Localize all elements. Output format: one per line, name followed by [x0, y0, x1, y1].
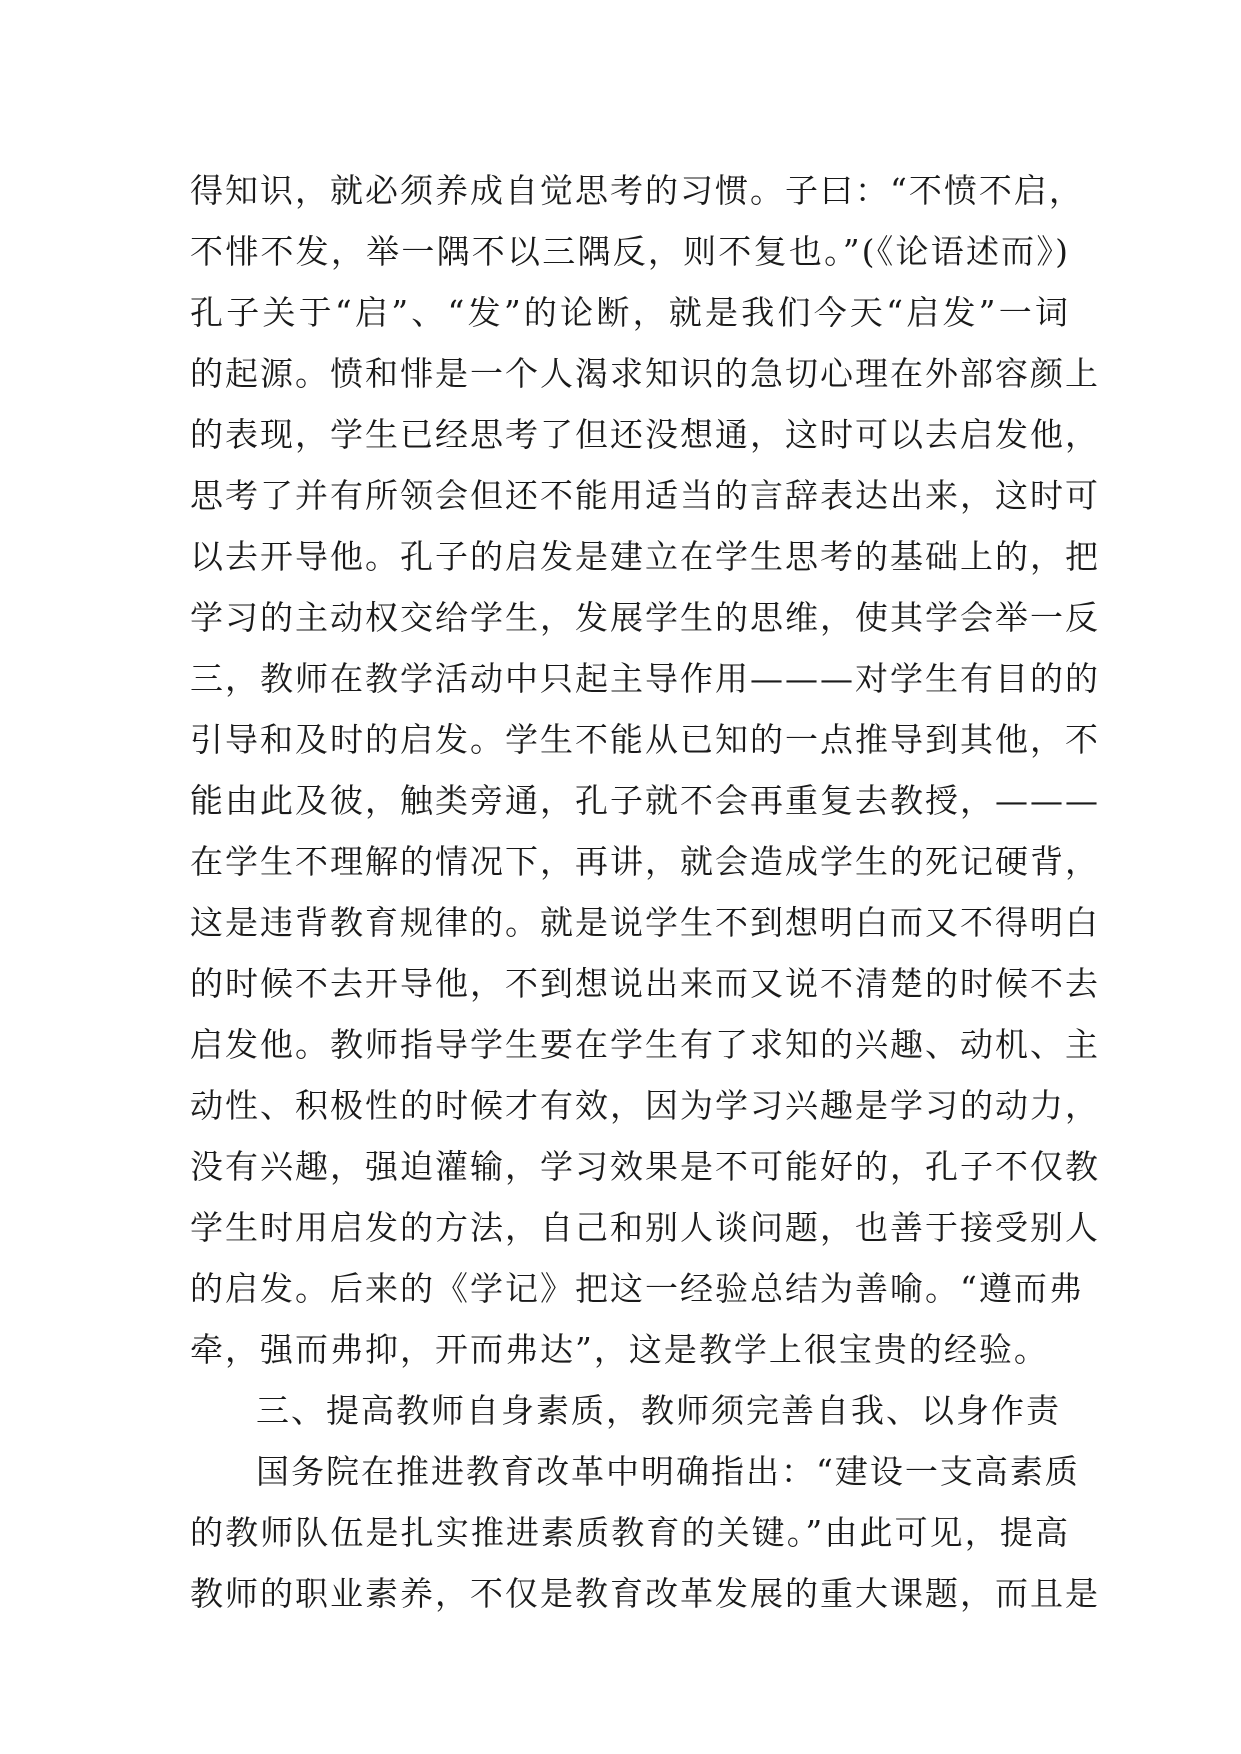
text-line: 启发他。教师指导学生要在学生有了求知的兴趣、动机、主 [190, 1025, 1100, 1064]
text-line: 没有兴趣，强迫灌输，学习效果是不可能好的，孔子不仅教 [190, 1147, 1100, 1186]
text-line: 在学生不理解的情况下，再讲，就会造成学生的死记硬背， [190, 842, 1100, 881]
text-line: 的时候不去开导他，不到想说出来而又说不清楚的时候不去 [190, 964, 1100, 1003]
text-line: 牵，强而弗抑，开而弗达”，这是教学上很宝贵的经验。 [190, 1330, 1049, 1369]
text-line: 得知识，就必须养成自觉思考的习惯。子曰：“不愤不启， [190, 171, 1084, 210]
text-line: 国务院在推进教育改革中明确指出：“建设一支高素质 [256, 1452, 1080, 1491]
text-line: 这是违背教育规律的。就是说学生不到想明白而又不得明白 [190, 903, 1100, 942]
text-line: 动性、积极性的时候才有效，因为学习兴趣是学习的动力， [190, 1086, 1100, 1125]
body-text [190, 160, 1100, 1624]
text-line: 以去开导他。孔子的启发是建立在学生思考的基础上的，把 [190, 537, 1100, 576]
section-heading: 三、提高教师自身素质，教师须完善自我、以身作责 [256, 1391, 1061, 1430]
text-line: 的教师队伍是扎实推进素质教育的关键。”由此可见，提高 [190, 1513, 1070, 1552]
text-line: 孔子关于“启”、“发”的论断，就是我们今天“启发”一词 [190, 293, 1070, 332]
text-line: 的启发。后来的《学记》把这一经验总结为善喻。“遵而弗 [190, 1269, 1084, 1308]
text-line: 教师的职业素养，不仅是教育改革发展的重大课题，而且是 [190, 1574, 1100, 1613]
text-line: 学习的主动权交给学生，发展学生的思维，使其学会举一反 [190, 598, 1100, 637]
text-line: 引导和及时的启发。学生不能从已知的一点推导到其他，不 [190, 720, 1100, 759]
text-line: 不悱不发，举一隅不以三隅反，则不复也。”(《论语述而》) [190, 232, 1070, 271]
text-line: 学生时用启发的方法，自己和别人谈问题，也善于接受别人 [190, 1208, 1100, 1247]
text-line: 能由此及彼，触类旁通，孔子就不会再重复去教授，——— [190, 781, 1100, 820]
text-line: 三，教师在教学活动中只起主导作用———对学生有目的的 [190, 659, 1100, 698]
text-line: 的起源。愤和悱是一个人渴求知识的急切心理在外部容颜上 [190, 354, 1100, 393]
text-line: 思考了并有所领会但还不能用适当的言辞表达出来，这时可 [190, 476, 1100, 515]
text-line: 的表现，学生已经思考了但还没想通，这时可以去启发他， [190, 415, 1100, 454]
